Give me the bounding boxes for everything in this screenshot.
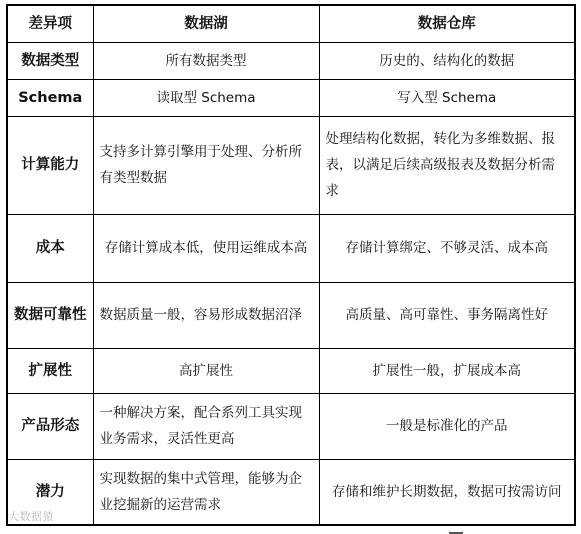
table-row bbox=[7, 459, 575, 525]
watermark-text: 大数据猿 bbox=[8, 510, 54, 523]
cell-lake: 支持多计算引擎用于处理、分析所有类型数据 bbox=[93, 116, 319, 214]
cell-warehouse: 存储和维护长期数据，数据可按需访问 bbox=[319, 459, 575, 525]
cell-warehouse: 高质量、高可靠性、事务隔离性好 bbox=[319, 282, 575, 348]
cell-lake: 一种解决方案，配合系列工具实现业务需求，灵活性更高 bbox=[93, 393, 319, 459]
table-row bbox=[7, 79, 575, 116]
row-label: 扩展性 bbox=[7, 348, 93, 393]
cell-warehouse: 扩展性一般，扩展成本高 bbox=[319, 348, 575, 393]
table-row bbox=[7, 214, 575, 282]
comparison-table bbox=[6, 4, 576, 526]
cell-lake: 所有数据类型 bbox=[93, 42, 319, 79]
table-row bbox=[7, 282, 575, 348]
cell-warehouse: 一般是标准化的产品 bbox=[319, 393, 575, 459]
cell-lake: 高扩展性 bbox=[93, 348, 319, 393]
cell-warehouse: 写入型 Schema bbox=[319, 79, 575, 116]
cell-lake: 读取型 Schema bbox=[93, 79, 319, 116]
row-label: 计算能力 bbox=[7, 116, 93, 214]
row-label: 潜力 bbox=[7, 459, 93, 525]
row-label: 成本 bbox=[7, 214, 93, 282]
header-diff-item: 差异项 bbox=[7, 5, 93, 42]
cell-warehouse: 处理结构化数据，转化为多维数据、报表，以满足后续高级报表及数据分析需求 bbox=[319, 116, 575, 214]
table-row bbox=[7, 116, 575, 214]
row-label: 产品形态 bbox=[7, 393, 93, 459]
header-data-warehouse: 数据仓库 bbox=[319, 5, 575, 42]
header-row bbox=[7, 5, 575, 42]
cell-lake: 数据质量一般，容易形成数据沼泽 bbox=[93, 282, 319, 348]
row-label: 数据类型 bbox=[7, 42, 93, 79]
header-data-lake: 数据湖 bbox=[93, 5, 319, 42]
cell-lake: 实现数据的集中式管理，能够为企业挖掘新的运营需求 bbox=[93, 459, 319, 525]
table-row bbox=[7, 42, 575, 79]
table-row bbox=[7, 348, 575, 393]
row-label: 数据可靠性 bbox=[7, 282, 93, 348]
cell-lake: 存储计算成本低，使用运维成本高 bbox=[93, 214, 319, 282]
cell-warehouse: 存储计算绑定、不够灵活、成本高 bbox=[319, 214, 575, 282]
cell-warehouse: 历史的、结构化的数据 bbox=[319, 42, 575, 79]
row-label: Schema bbox=[7, 79, 93, 116]
table-row bbox=[7, 393, 575, 459]
